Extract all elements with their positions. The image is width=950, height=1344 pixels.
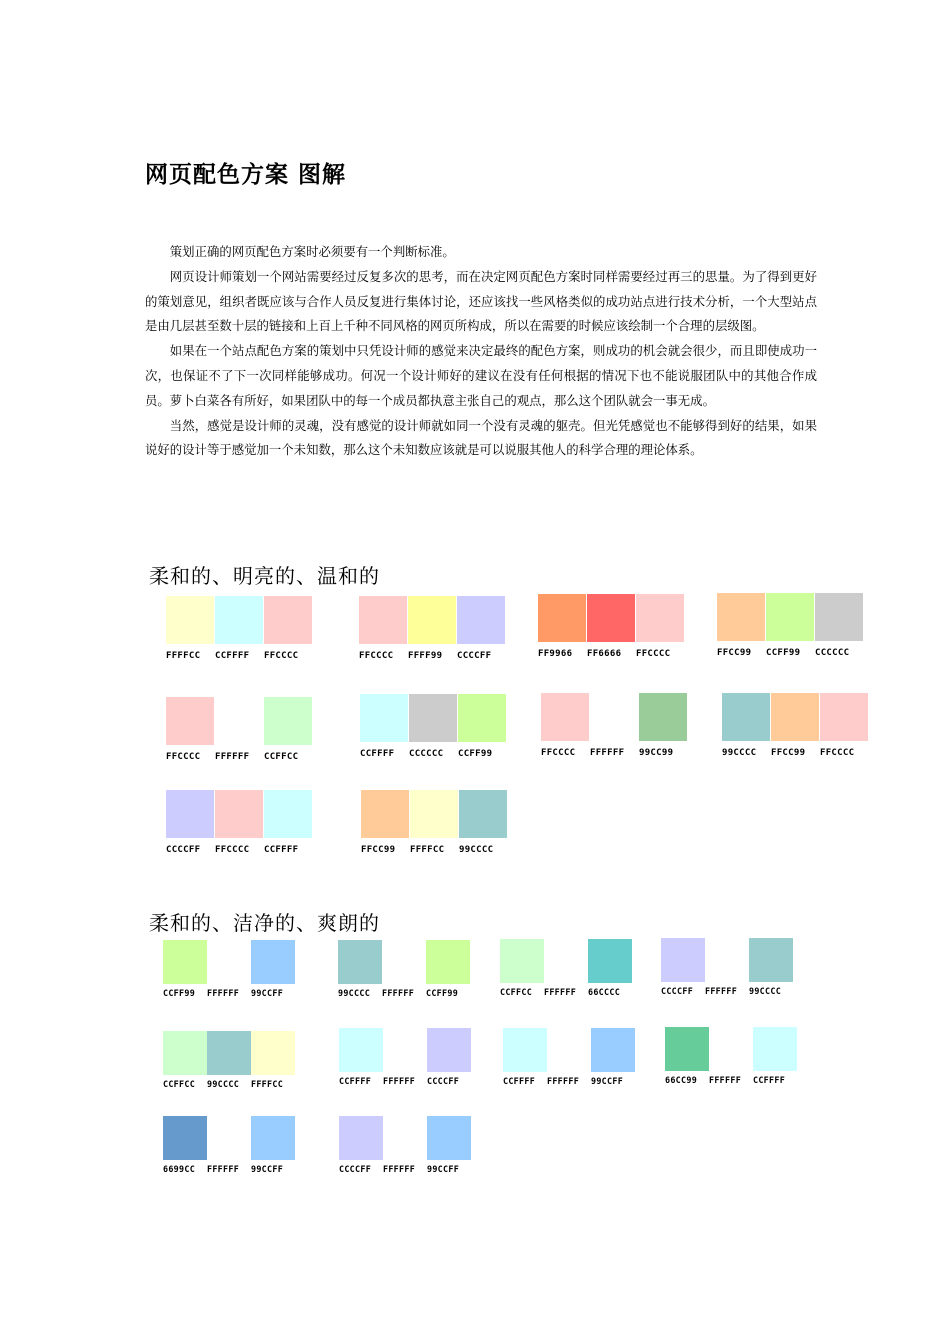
swatch-codes [661, 986, 811, 996]
palette-group [166, 697, 316, 762]
color-code-label: 99CCFF [591, 1076, 624, 1086]
color-code-label: CCFFFF [264, 845, 299, 855]
color-code-label: FFFFCC [410, 845, 445, 855]
color-code-label: CCFFFF [339, 1076, 372, 1086]
color-code-label: CCFFCC [163, 1079, 196, 1089]
swatch-codes [500, 987, 650, 997]
color-swatch [251, 1031, 295, 1075]
swatch-codes [722, 748, 872, 758]
color-code-label: 99CCFF [251, 988, 284, 998]
color-code-label: 66CCCC [588, 987, 621, 997]
color-swatch [166, 790, 214, 838]
swatch-row [339, 1028, 489, 1072]
color-swatch [383, 1028, 427, 1072]
color-swatch [207, 940, 251, 984]
color-code-label: FFFFFF [215, 752, 250, 762]
color-swatch [457, 596, 505, 644]
palette-group [163, 1031, 313, 1089]
palette-group [339, 1116, 489, 1174]
color-code-label: FFCCCC [264, 651, 299, 661]
color-swatch [820, 693, 868, 741]
swatch-row [163, 1116, 313, 1160]
swatch-codes [339, 1076, 489, 1086]
swatch-row [359, 596, 509, 644]
color-code-label: FF9966 [538, 649, 573, 659]
paragraph: 当然，感觉是设计师的灵魂，没有感觉的设计师就如同一个没有灵魂的躯壳。但光凭感觉也不能够得到好的结果，如果说好的设计等于感觉加一个未知数，那么这个未知数应该就是可以说服其他人的科学合理的理论体系。 [145, 417, 817, 458]
color-code-label: FFCCCC [820, 748, 855, 758]
palette-group [722, 693, 872, 758]
swatch-codes [541, 748, 691, 758]
color-swatch [264, 790, 312, 838]
color-code-label: FFFFCC [166, 651, 201, 661]
palette-group [166, 596, 316, 661]
color-code-label: 99CC99 [639, 748, 674, 758]
color-code-label: FFCC99 [771, 748, 806, 758]
swatch-row [360, 694, 510, 742]
color-code-label: FFFFFF [709, 1075, 742, 1085]
color-swatch [339, 1116, 383, 1160]
color-code-label: FFFFFF [207, 988, 240, 998]
color-swatch [665, 1027, 709, 1071]
swatch-codes [163, 1079, 313, 1089]
swatch-codes [166, 651, 316, 661]
swatch-row [661, 938, 811, 982]
color-swatch [547, 1028, 591, 1072]
swatch-row [163, 1031, 313, 1075]
color-swatch [587, 594, 635, 642]
palette-group [163, 1116, 313, 1174]
swatch-codes [717, 648, 867, 658]
color-swatch [815, 593, 863, 641]
color-code-label: CCFFCC [500, 987, 533, 997]
swatch-codes [538, 649, 688, 659]
color-code-label: 99CCCC [459, 845, 494, 855]
color-code-label: 99CCFF [251, 1164, 284, 1174]
swatch-codes [361, 845, 511, 855]
section-heading-soft-bright-warm: 柔和的、明亮的、温和的 [149, 564, 380, 588]
color-swatch [591, 1028, 635, 1072]
color-code-label: CCCCFF [166, 845, 201, 855]
color-code-label: FFCCCC [359, 651, 394, 661]
color-code-label: CCFF99 [426, 988, 459, 998]
swatch-row [166, 697, 316, 745]
color-swatch [705, 938, 749, 982]
color-code-label: FFCCCC [166, 752, 201, 762]
color-swatch [215, 596, 263, 644]
color-swatch [166, 697, 214, 745]
swatch-codes [503, 1076, 653, 1086]
color-swatch [410, 790, 458, 838]
color-code-label: 99CCCC [207, 1079, 240, 1089]
color-code-label: CCCCFF [661, 986, 694, 996]
swatch-row [361, 790, 511, 838]
color-code-label: CCCCFF [427, 1076, 460, 1086]
color-swatch [538, 594, 586, 642]
swatch-row [500, 939, 650, 983]
color-swatch [459, 790, 507, 838]
palette-group [661, 938, 811, 996]
swatch-row [503, 1028, 653, 1072]
color-swatch [426, 940, 470, 984]
swatch-row [339, 1116, 489, 1160]
color-code-label: CCFFFF [503, 1076, 536, 1086]
palette-group [360, 694, 510, 759]
palette-group [665, 1027, 815, 1085]
color-swatch [382, 940, 426, 984]
paragraph: 策划正确的网页配色方案时必须要有一个判断标准。 [169, 244, 455, 259]
color-code-label: FFFFFF [544, 987, 577, 997]
color-swatch [338, 940, 382, 984]
color-code-label: FFCCCC [215, 845, 250, 855]
color-swatch [588, 939, 632, 983]
color-swatch [427, 1028, 471, 1072]
color-code-label: CCFFFF [360, 749, 395, 759]
swatch-row [166, 790, 316, 838]
palette-group [338, 940, 488, 998]
color-swatch [339, 1028, 383, 1072]
color-swatch [361, 790, 409, 838]
color-swatch [503, 1028, 547, 1072]
color-swatch [360, 694, 408, 742]
color-swatch [215, 790, 263, 838]
swatch-row [338, 940, 488, 984]
intro-text [145, 240, 817, 463]
palette-group [503, 1028, 653, 1086]
color-swatch [251, 1116, 295, 1160]
color-code-label: FFFFFF [705, 986, 738, 996]
color-swatch [166, 596, 214, 644]
swatch-row [166, 596, 316, 644]
color-code-label: CCFF99 [163, 988, 196, 998]
swatch-codes [166, 845, 316, 855]
color-code-label: FFFFFF [207, 1164, 240, 1174]
page-title: 网页配色方案 图解 [145, 162, 347, 188]
palette-group [359, 596, 509, 661]
color-swatch [409, 694, 457, 742]
color-swatch [544, 939, 588, 983]
color-code-label: CCCCFF [457, 651, 492, 661]
color-swatch [661, 938, 705, 982]
color-code-label: FFFFFF [590, 748, 625, 758]
swatch-row [163, 940, 313, 984]
swatch-codes [338, 988, 488, 998]
color-code-label: CCCCCC [815, 648, 850, 658]
color-swatch [163, 940, 207, 984]
color-code-label: 6699CC [163, 1164, 196, 1174]
palette-group [361, 790, 511, 855]
color-code-label: CCFFCC [264, 752, 299, 762]
color-swatch [264, 697, 312, 745]
color-code-label: FFCC99 [361, 845, 396, 855]
color-code-label: FFFF99 [408, 651, 443, 661]
color-swatch [753, 1027, 797, 1071]
color-swatch [264, 596, 312, 644]
color-code-label: FFCCCC [541, 748, 576, 758]
color-swatch [408, 596, 456, 644]
color-swatch [766, 593, 814, 641]
swatch-codes [359, 651, 509, 661]
color-swatch [636, 594, 684, 642]
color-code-label: FFFFFF [547, 1076, 580, 1086]
swatch-codes [163, 1164, 313, 1174]
color-code-label: 99CCCC [338, 988, 371, 998]
color-swatch [500, 939, 544, 983]
color-swatch [722, 693, 770, 741]
color-swatch [709, 1027, 753, 1071]
color-swatch [207, 1031, 251, 1075]
color-code-label: FFFFFF [383, 1076, 416, 1086]
swatch-codes [166, 752, 316, 762]
color-swatch [359, 596, 407, 644]
color-swatch [458, 694, 506, 742]
swatch-row [665, 1027, 815, 1071]
color-code-label: CCFF99 [766, 648, 801, 658]
color-swatch [207, 1116, 251, 1160]
paragraph: 网页设计师策划一个网站需要经过反复多次的思考，而在决定网页配色方案时同样需要经过再三的思量。为了得到更好的策划意见，组织者既应该与合作人员反复进行集体讨论，还应该找一些风格类似的成功站点进行技术分析，一个大型站点是由几层甚至数十层的链接和上百上千种不同风格的网页所构成，所以在需要的时候应该绘制一个合理的层级图。 [145, 268, 817, 334]
color-swatch [771, 693, 819, 741]
paragraph: 如果在一个站点配色方案的策划中只凭设计师的感觉来决定最终的配色方案，则成功的机会就会很少，而且即使成功一次，也保证不了下一次同样能够成功。何况一个设计师好的建议在没有任何根据的情况下也不能说服团队中的其他合作成员。萝卜白菜各有所好，如果团队中的每一个成员都执意主张自己的观点，那么这个团队就会一事无成。 [145, 343, 817, 408]
color-swatch [717, 593, 765, 641]
color-swatch [590, 693, 638, 741]
color-swatch [541, 693, 589, 741]
color-code-label: 99CCCC [749, 986, 782, 996]
swatch-row [538, 594, 688, 642]
color-swatch [383, 1116, 427, 1160]
swatch-row [717, 593, 867, 641]
swatch-row [722, 693, 872, 741]
color-code-label: CCCCFF [339, 1164, 372, 1174]
color-code-label: FFCC99 [717, 648, 752, 658]
swatch-codes [360, 749, 510, 759]
swatch-codes [339, 1164, 489, 1174]
color-code-label: CCFF99 [458, 749, 493, 759]
color-code-label: FF6666 [587, 649, 622, 659]
color-code-label: FFFFCC [251, 1079, 284, 1089]
swatch-row [541, 693, 691, 741]
color-code-label: 99CCFF [427, 1164, 460, 1174]
color-code-label: CCFFFF [215, 651, 250, 661]
palette-group [339, 1028, 489, 1086]
color-swatch [749, 938, 793, 982]
palette-group [717, 593, 867, 658]
swatch-codes [665, 1075, 815, 1085]
color-code-label: FFCCCC [636, 649, 671, 659]
color-code-label: FFFFFF [383, 1164, 416, 1174]
color-code-label: FFFFFF [382, 988, 415, 998]
palette-group [500, 939, 650, 997]
color-code-label: CCFFFF [753, 1075, 786, 1085]
palette-group [166, 790, 316, 855]
section-heading-soft-clean-fresh: 柔和的、洁净的、爽朗的 [149, 911, 380, 935]
color-swatch [251, 940, 295, 984]
color-swatch [163, 1031, 207, 1075]
color-code-label: CCCCCC [409, 749, 444, 759]
color-swatch [639, 693, 687, 741]
color-swatch [215, 697, 263, 745]
palette-group [541, 693, 691, 758]
palette-group [163, 940, 313, 998]
color-swatch [163, 1116, 207, 1160]
swatch-codes [163, 988, 313, 998]
color-swatch [427, 1116, 471, 1160]
palette-group [538, 594, 688, 659]
color-code-label: 99CCCC [722, 748, 757, 758]
color-code-label: 66CC99 [665, 1075, 698, 1085]
